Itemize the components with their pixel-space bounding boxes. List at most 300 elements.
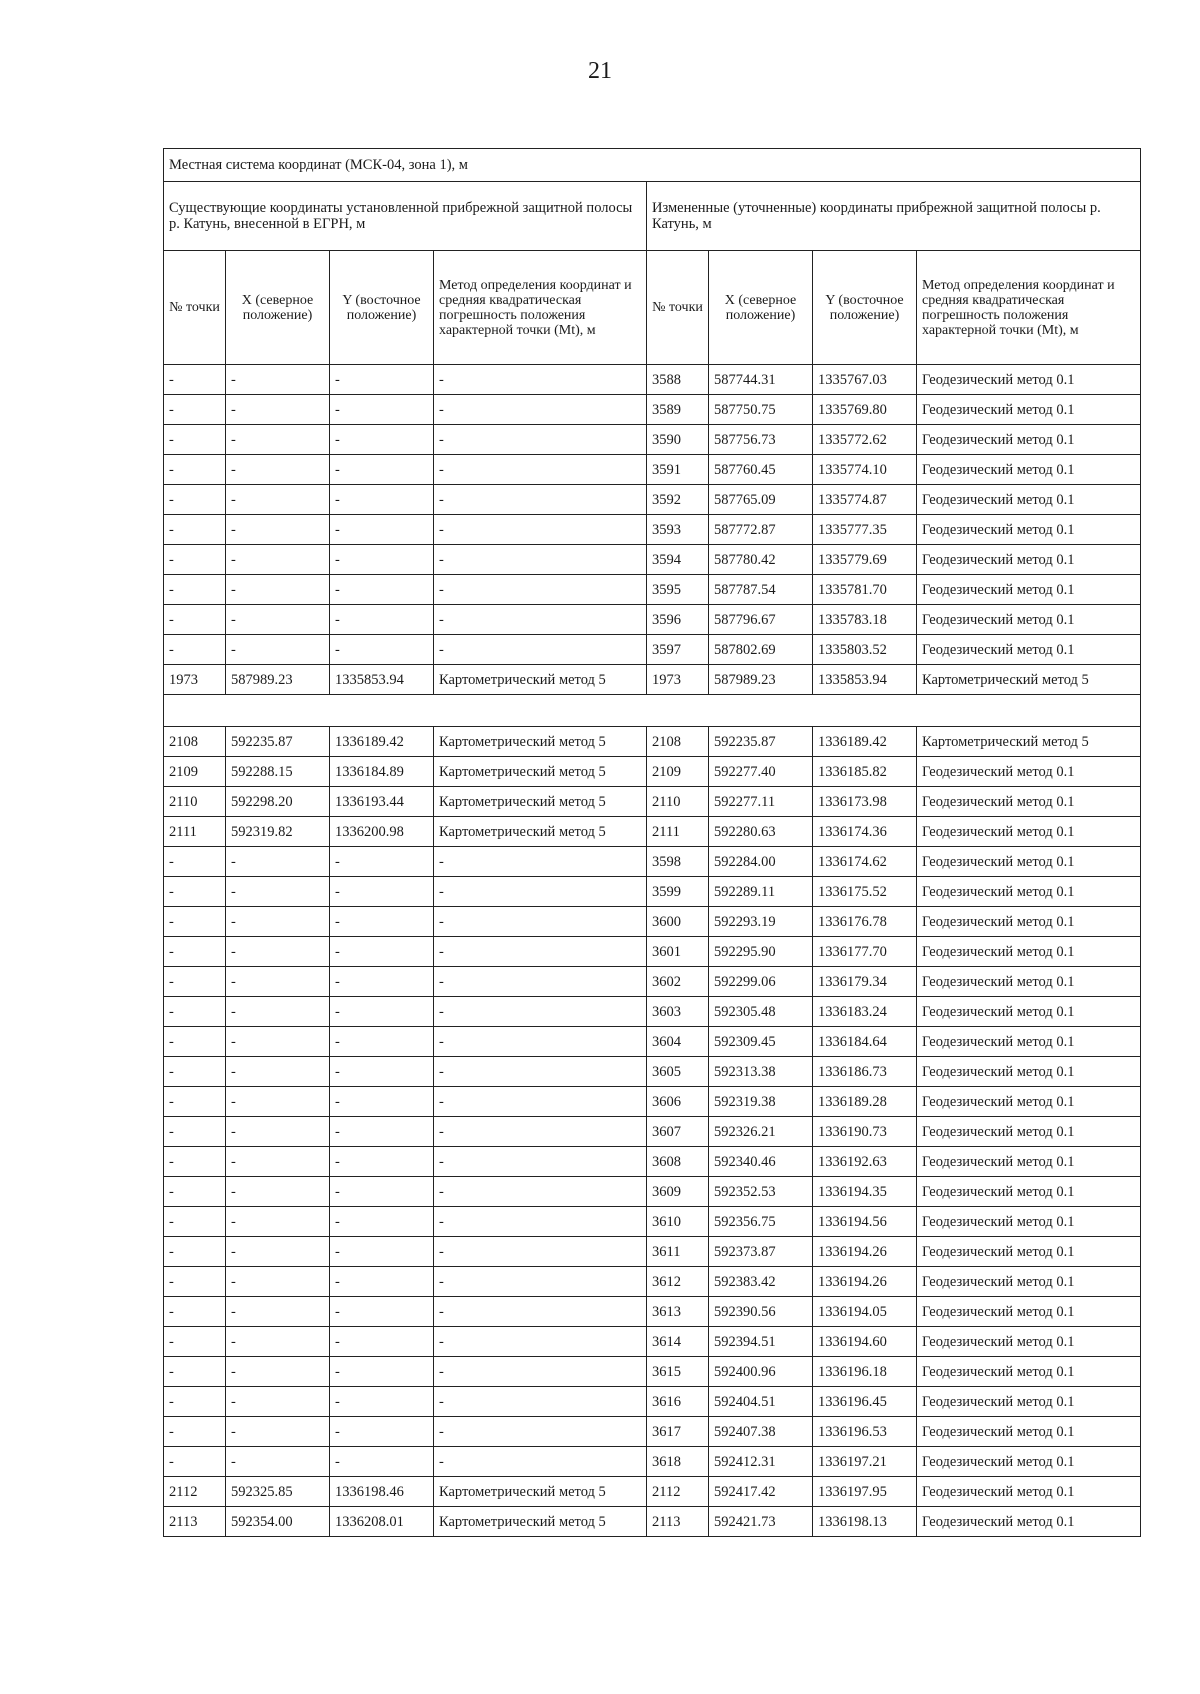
table-row xyxy=(164,877,1141,907)
cell-y-existing: - xyxy=(330,1177,434,1207)
cell-point-number-changed: 3616 xyxy=(647,1387,709,1417)
header-y-changed: Y (восточное положение) xyxy=(813,251,917,365)
cell-method-changed: Геодезический метод 0.1 xyxy=(917,1447,1141,1477)
cell-method-existing: - xyxy=(434,395,647,425)
cell-point-number-changed: 1973 xyxy=(647,665,709,695)
header-y-existing: Y (восточное положение) xyxy=(330,251,434,365)
group-header-row xyxy=(164,182,1141,251)
header-method-changed: Метод определения координат и средняя квадратическая погрешность положения характерной точки (Mt), м xyxy=(917,251,1141,365)
cell-point-number-changed: 3611 xyxy=(647,1237,709,1267)
cell-y-changed: 1336190.73 xyxy=(813,1117,917,1147)
cell-method-changed: Геодезический метод 0.1 xyxy=(917,1477,1141,1507)
cell-method-changed: Геодезический метод 0.1 xyxy=(917,877,1141,907)
cell-method-changed: Геодезический метод 0.1 xyxy=(917,515,1141,545)
cell-y-changed: 1336173.98 xyxy=(813,787,917,817)
cell-x-existing: - xyxy=(226,1057,330,1087)
cell-y-existing: 1336198.46 xyxy=(330,1477,434,1507)
cell-method-existing: - xyxy=(434,635,647,665)
cell-y-changed: 1336189.28 xyxy=(813,1087,917,1117)
cell-point-number-existing: 2112 xyxy=(164,1477,226,1507)
cell-x-existing: - xyxy=(226,1177,330,1207)
cell-point-number-changed: 3593 xyxy=(647,515,709,545)
cell-y-changed: 1336183.24 xyxy=(813,997,917,1027)
cell-point-number-changed: 3610 xyxy=(647,1207,709,1237)
cell-point-number-existing: - xyxy=(164,877,226,907)
cell-y-changed: 1336198.13 xyxy=(813,1507,917,1537)
cell-method-existing: - xyxy=(434,605,647,635)
cell-y-existing: - xyxy=(330,455,434,485)
cell-x-existing: - xyxy=(226,515,330,545)
cell-x-existing: - xyxy=(226,1117,330,1147)
cell-method-changed: Геодезический метод 0.1 xyxy=(917,575,1141,605)
cell-y-existing: - xyxy=(330,425,434,455)
cell-point-number-changed: 3615 xyxy=(647,1357,709,1387)
column-header-row xyxy=(164,251,1141,365)
separator-cell xyxy=(164,695,1141,727)
cell-y-changed: 1336197.95 xyxy=(813,1477,917,1507)
table-row xyxy=(164,365,1141,395)
cell-point-number-changed: 2113 xyxy=(647,1507,709,1537)
cell-method-changed: Геодезический метод 0.1 xyxy=(917,787,1141,817)
cell-x-existing: - xyxy=(226,635,330,665)
cell-method-changed: Геодезический метод 0.1 xyxy=(917,1027,1141,1057)
cell-method-existing: Картометрический метод 5 xyxy=(434,787,647,817)
cell-y-existing: - xyxy=(330,937,434,967)
cell-y-existing: - xyxy=(330,1417,434,1447)
cell-y-changed: 1336196.18 xyxy=(813,1357,917,1387)
cell-point-number-existing: 2110 xyxy=(164,787,226,817)
cell-point-number-existing: - xyxy=(164,545,226,575)
cell-x-changed: 592326.21 xyxy=(709,1117,813,1147)
cell-method-existing: - xyxy=(434,877,647,907)
cell-y-existing: - xyxy=(330,967,434,997)
cell-method-existing: - xyxy=(434,1267,647,1297)
cell-point-number-changed: 2111 xyxy=(647,817,709,847)
separator-row xyxy=(164,695,1141,727)
cell-method-existing: - xyxy=(434,1237,647,1267)
cell-y-changed: 1335769.80 xyxy=(813,395,917,425)
cell-x-changed: 592277.11 xyxy=(709,787,813,817)
cell-point-number-changed: 3618 xyxy=(647,1447,709,1477)
cell-point-number-existing: - xyxy=(164,1147,226,1177)
table-row xyxy=(164,515,1141,545)
cell-y-changed: 1335803.52 xyxy=(813,635,917,665)
cell-point-number-changed: 3591 xyxy=(647,455,709,485)
cell-point-number-existing: 2113 xyxy=(164,1507,226,1537)
cell-point-number-changed: 3592 xyxy=(647,485,709,515)
cell-method-existing: - xyxy=(434,425,647,455)
cell-x-existing: - xyxy=(226,997,330,1027)
cell-x-existing: 592325.85 xyxy=(226,1477,330,1507)
cell-x-existing: - xyxy=(226,907,330,937)
cell-x-changed: 587756.73 xyxy=(709,425,813,455)
cell-method-existing: - xyxy=(434,937,647,967)
table-row xyxy=(164,455,1141,485)
table-row xyxy=(164,1327,1141,1357)
cell-point-number-existing: - xyxy=(164,605,226,635)
table-row xyxy=(164,1057,1141,1087)
cell-x-changed: 592280.63 xyxy=(709,817,813,847)
cell-x-changed: 592412.31 xyxy=(709,1447,813,1477)
cell-method-existing: - xyxy=(434,1447,647,1477)
cell-x-existing: - xyxy=(226,1297,330,1327)
cell-method-changed: Геодезический метод 0.1 xyxy=(917,1507,1141,1537)
table-row xyxy=(164,665,1141,695)
cell-y-changed: 1335783.18 xyxy=(813,605,917,635)
table-row xyxy=(164,1417,1141,1447)
cell-point-number-changed: 3589 xyxy=(647,395,709,425)
cell-method-changed: Геодезический метод 0.1 xyxy=(917,635,1141,665)
cell-method-changed: Геодезический метод 0.1 xyxy=(917,1357,1141,1387)
header-point-number-existing: № точки xyxy=(164,251,226,365)
cell-y-existing: - xyxy=(330,1237,434,1267)
cell-x-existing: - xyxy=(226,1147,330,1177)
cell-y-existing: - xyxy=(330,1027,434,1057)
cell-method-changed: Геодезический метод 0.1 xyxy=(917,485,1141,515)
coordinate-system-title: Местная система координат (МСК-04, зона 1), м xyxy=(164,149,1141,182)
cell-y-existing: - xyxy=(330,545,434,575)
cell-method-existing: - xyxy=(434,455,647,485)
cell-x-changed: 587765.09 xyxy=(709,485,813,515)
cell-point-number-changed: 3617 xyxy=(647,1417,709,1447)
cell-x-existing: - xyxy=(226,1417,330,1447)
header-x-existing: X (северное положение) xyxy=(226,251,330,365)
cell-x-changed: 592400.96 xyxy=(709,1357,813,1387)
group-existing-header: Существующие координаты установленной прибрежной защитной полосы р. Катунь, внесенной в ЕГРН, м xyxy=(164,182,647,251)
cell-point-number-existing: - xyxy=(164,1117,226,1147)
cell-y-changed: 1336177.70 xyxy=(813,937,917,967)
cell-point-number-existing: - xyxy=(164,1417,226,1447)
cell-point-number-existing: - xyxy=(164,847,226,877)
table-row xyxy=(164,635,1141,665)
cell-y-existing: - xyxy=(330,997,434,1027)
cell-method-existing: - xyxy=(434,1117,647,1147)
table-row xyxy=(164,757,1141,787)
cell-y-existing: - xyxy=(330,1117,434,1147)
cell-x-changed: 592309.45 xyxy=(709,1027,813,1057)
cell-method-changed: Картометрический метод 5 xyxy=(917,727,1141,757)
cell-x-existing: - xyxy=(226,605,330,635)
cell-x-existing: - xyxy=(226,847,330,877)
cell-y-changed: 1336192.63 xyxy=(813,1147,917,1177)
cell-point-number-existing: - xyxy=(164,1267,226,1297)
cell-method-existing: Картометрический метод 5 xyxy=(434,817,647,847)
cell-point-number-existing: - xyxy=(164,455,226,485)
cell-x-existing: 587989.23 xyxy=(226,665,330,695)
cell-method-existing: - xyxy=(434,1147,647,1177)
cell-y-changed: 1336194.26 xyxy=(813,1237,917,1267)
cell-x-changed: 587787.54 xyxy=(709,575,813,605)
cell-x-changed: 592421.73 xyxy=(709,1507,813,1537)
cell-point-number-changed: 3612 xyxy=(647,1267,709,1297)
cell-y-existing: - xyxy=(330,1357,434,1387)
cell-method-changed: Геодезический метод 0.1 xyxy=(917,455,1141,485)
cell-method-existing: - xyxy=(434,1027,647,1057)
cell-point-number-changed: 3599 xyxy=(647,877,709,907)
cell-x-changed: 587989.23 xyxy=(709,665,813,695)
cell-y-existing: - xyxy=(330,1147,434,1177)
cell-x-existing: - xyxy=(226,425,330,455)
cell-x-changed: 592404.51 xyxy=(709,1387,813,1417)
cell-method-existing: - xyxy=(434,485,647,515)
cell-y-changed: 1336197.21 xyxy=(813,1447,917,1477)
cell-point-number-existing: - xyxy=(164,515,226,545)
cell-method-existing: - xyxy=(434,997,647,1027)
cell-method-existing: - xyxy=(434,1417,647,1447)
cell-method-changed: Геодезический метод 0.1 xyxy=(917,545,1141,575)
cell-point-number-existing: 2108 xyxy=(164,727,226,757)
cell-x-changed: 587796.67 xyxy=(709,605,813,635)
cell-point-number-changed: 3600 xyxy=(647,907,709,937)
cell-x-changed: 592299.06 xyxy=(709,967,813,997)
cell-y-changed: 1335774.87 xyxy=(813,485,917,515)
cell-x-existing: 592235.87 xyxy=(226,727,330,757)
cell-y-changed: 1335781.70 xyxy=(813,575,917,605)
table-row xyxy=(164,1147,1141,1177)
cell-x-existing: - xyxy=(226,877,330,907)
cell-x-existing: - xyxy=(226,1447,330,1477)
table-row xyxy=(164,1387,1141,1417)
cell-y-changed: 1335774.10 xyxy=(813,455,917,485)
cell-y-existing: - xyxy=(330,1087,434,1117)
table-row xyxy=(164,967,1141,997)
cell-y-changed: 1336196.53 xyxy=(813,1417,917,1447)
cell-point-number-changed: 3601 xyxy=(647,937,709,967)
cell-y-existing: - xyxy=(330,1447,434,1477)
cell-y-existing: - xyxy=(330,1327,434,1357)
cell-x-existing: - xyxy=(226,365,330,395)
cell-point-number-existing: - xyxy=(164,907,226,937)
cell-method-changed: Геодезический метод 0.1 xyxy=(917,1267,1141,1297)
cell-x-changed: 592305.48 xyxy=(709,997,813,1027)
cell-y-existing: - xyxy=(330,847,434,877)
cell-x-existing: 592319.82 xyxy=(226,817,330,847)
table-row xyxy=(164,727,1141,757)
cell-point-number-existing: - xyxy=(164,425,226,455)
cell-point-number-existing: 1973 xyxy=(164,665,226,695)
cell-y-changed: 1336186.73 xyxy=(813,1057,917,1087)
cell-y-changed: 1336176.78 xyxy=(813,907,917,937)
table-row xyxy=(164,907,1141,937)
cell-method-changed: Геодезический метод 0.1 xyxy=(917,967,1141,997)
table-row xyxy=(164,997,1141,1027)
cell-x-changed: 587760.45 xyxy=(709,455,813,485)
table-row xyxy=(164,485,1141,515)
coordinates-table-body xyxy=(164,149,1141,1537)
cell-x-changed: 592293.19 xyxy=(709,907,813,937)
cell-point-number-changed: 3595 xyxy=(647,575,709,605)
cell-y-changed: 1336185.82 xyxy=(813,757,917,787)
cell-point-number-changed: 3607 xyxy=(647,1117,709,1147)
cell-y-existing: - xyxy=(330,605,434,635)
table-row xyxy=(164,817,1141,847)
cell-method-existing: - xyxy=(434,1297,647,1327)
cell-x-changed: 592394.51 xyxy=(709,1327,813,1357)
cell-y-existing: - xyxy=(330,1207,434,1237)
cell-y-existing: - xyxy=(330,365,434,395)
cell-x-changed: 592340.46 xyxy=(709,1147,813,1177)
cell-point-number-changed: 3608 xyxy=(647,1147,709,1177)
cell-y-existing: - xyxy=(330,485,434,515)
cell-point-number-existing: - xyxy=(164,1327,226,1357)
cell-point-number-existing: 2111 xyxy=(164,817,226,847)
table-row xyxy=(164,395,1141,425)
cell-method-existing: - xyxy=(434,1387,647,1417)
cell-x-changed: 592383.42 xyxy=(709,1267,813,1297)
cell-x-changed: 592295.90 xyxy=(709,937,813,967)
cell-y-existing: - xyxy=(330,1057,434,1087)
cell-x-changed: 592390.56 xyxy=(709,1297,813,1327)
cell-y-existing: 1336184.89 xyxy=(330,757,434,787)
cell-point-number-existing: - xyxy=(164,1027,226,1057)
cell-point-number-existing: - xyxy=(164,1207,226,1237)
cell-point-number-changed: 3597 xyxy=(647,635,709,665)
cell-point-number-existing: - xyxy=(164,575,226,605)
cell-y-existing: - xyxy=(330,515,434,545)
cell-x-changed: 592284.00 xyxy=(709,847,813,877)
cell-y-changed: 1336196.45 xyxy=(813,1387,917,1417)
cell-y-changed: 1335767.03 xyxy=(813,365,917,395)
cell-method-existing: - xyxy=(434,1087,647,1117)
cell-point-number-changed: 3594 xyxy=(647,545,709,575)
cell-method-existing: - xyxy=(434,847,647,877)
table-row xyxy=(164,1267,1141,1297)
table-row xyxy=(164,1507,1141,1537)
cell-y-changed: 1336175.52 xyxy=(813,877,917,907)
cell-method-changed: Геодезический метод 0.1 xyxy=(917,1297,1141,1327)
cell-method-existing: - xyxy=(434,1327,647,1357)
cell-method-changed: Геодезический метод 0.1 xyxy=(917,1417,1141,1447)
cell-x-existing: 592288.15 xyxy=(226,757,330,787)
cell-point-number-existing: 2109 xyxy=(164,757,226,787)
cell-point-number-existing: - xyxy=(164,997,226,1027)
cell-point-number-existing: - xyxy=(164,395,226,425)
cell-point-number-changed: 3605 xyxy=(647,1057,709,1087)
cell-point-number-existing: - xyxy=(164,967,226,997)
cell-y-changed: 1336194.60 xyxy=(813,1327,917,1357)
cell-point-number-existing: - xyxy=(164,1087,226,1117)
table-row xyxy=(164,937,1141,967)
cell-x-existing: - xyxy=(226,575,330,605)
cell-y-changed: 1336174.36 xyxy=(813,817,917,847)
cell-x-changed: 592356.75 xyxy=(709,1207,813,1237)
cell-method-existing: Картометрический метод 5 xyxy=(434,727,647,757)
cell-point-number-changed: 3609 xyxy=(647,1177,709,1207)
cell-y-existing: - xyxy=(330,877,434,907)
cell-x-changed: 587750.75 xyxy=(709,395,813,425)
cell-method-changed: Геодезический метод 0.1 xyxy=(917,1207,1141,1237)
cell-x-changed: 587744.31 xyxy=(709,365,813,395)
cell-y-existing: - xyxy=(330,907,434,937)
cell-method-existing: Картометрический метод 5 xyxy=(434,1507,647,1537)
cell-x-existing: - xyxy=(226,1207,330,1237)
table-row xyxy=(164,575,1141,605)
cell-method-changed: Геодезический метод 0.1 xyxy=(917,1327,1141,1357)
table-row xyxy=(164,545,1141,575)
cell-x-changed: 592313.38 xyxy=(709,1057,813,1087)
header-method-existing: Метод определения координат и средняя квадратическая погрешность положения характерной точки (Mt), м xyxy=(434,251,647,365)
cell-method-changed: Геодезический метод 0.1 xyxy=(917,817,1141,847)
cell-method-changed: Геодезический метод 0.1 xyxy=(917,1057,1141,1087)
cell-y-changed: 1336179.34 xyxy=(813,967,917,997)
cell-x-changed: 592319.38 xyxy=(709,1087,813,1117)
cell-method-existing: - xyxy=(434,967,647,997)
cell-point-number-changed: 2108 xyxy=(647,727,709,757)
cell-x-existing: - xyxy=(226,545,330,575)
cell-point-number-changed: 3588 xyxy=(647,365,709,395)
cell-x-changed: 592289.11 xyxy=(709,877,813,907)
cell-x-existing: - xyxy=(226,455,330,485)
cell-method-existing: Картометрический метод 5 xyxy=(434,1477,647,1507)
cell-method-changed: Геодезический метод 0.1 xyxy=(917,1387,1141,1417)
table-row xyxy=(164,1297,1141,1327)
cell-x-changed: 592235.87 xyxy=(709,727,813,757)
cell-method-existing: - xyxy=(434,515,647,545)
table-row xyxy=(164,425,1141,455)
cell-point-number-changed: 3614 xyxy=(647,1327,709,1357)
cell-point-number-changed: 2110 xyxy=(647,787,709,817)
cell-x-existing: - xyxy=(226,1387,330,1417)
cell-x-existing: - xyxy=(226,1327,330,1357)
cell-x-changed: 587772.87 xyxy=(709,515,813,545)
cell-point-number-existing: - xyxy=(164,1057,226,1087)
cell-method-existing: - xyxy=(434,545,647,575)
cell-y-existing: - xyxy=(330,635,434,665)
cell-x-existing: - xyxy=(226,1087,330,1117)
group-changed-header: Измененные (уточненные) координаты прибрежной защитной полосы р. Катунь, м xyxy=(647,182,1141,251)
cell-y-existing: - xyxy=(330,1267,434,1297)
cell-point-number-existing: - xyxy=(164,1177,226,1207)
cell-y-changed: 1336194.26 xyxy=(813,1267,917,1297)
cell-x-existing: - xyxy=(226,967,330,997)
cell-method-changed: Геодезический метод 0.1 xyxy=(917,1237,1141,1267)
cell-x-changed: 587780.42 xyxy=(709,545,813,575)
cell-x-existing: - xyxy=(226,1237,330,1267)
cell-y-existing: 1336200.98 xyxy=(330,817,434,847)
table-row xyxy=(164,1477,1141,1507)
header-x-changed: X (северное положение) xyxy=(709,251,813,365)
cell-y-changed: 1335777.35 xyxy=(813,515,917,545)
cell-point-number-existing: - xyxy=(164,1447,226,1477)
cell-y-changed: 1336184.64 xyxy=(813,1027,917,1057)
table-row xyxy=(164,847,1141,877)
cell-point-number-changed: 3613 xyxy=(647,1297,709,1327)
cell-x-changed: 592352.53 xyxy=(709,1177,813,1207)
cell-point-number-existing: - xyxy=(164,1297,226,1327)
cell-point-number-changed: 3596 xyxy=(647,605,709,635)
cell-x-changed: 592373.87 xyxy=(709,1237,813,1267)
cell-method-changed: Геодезический метод 0.1 xyxy=(917,1117,1141,1147)
table-row xyxy=(164,1027,1141,1057)
cell-x-existing: - xyxy=(226,395,330,425)
cell-method-existing: - xyxy=(434,1357,647,1387)
cell-x-changed: 592417.42 xyxy=(709,1477,813,1507)
cell-y-existing: 1336208.01 xyxy=(330,1507,434,1537)
cell-y-changed: 1336189.42 xyxy=(813,727,917,757)
cell-x-existing: 592298.20 xyxy=(226,787,330,817)
cell-y-existing: - xyxy=(330,1387,434,1417)
table-row xyxy=(164,1447,1141,1477)
cell-x-changed: 592407.38 xyxy=(709,1417,813,1447)
cell-method-existing: Картометрический метод 5 xyxy=(434,665,647,695)
cell-y-changed: 1335779.69 xyxy=(813,545,917,575)
cell-point-number-existing: - xyxy=(164,937,226,967)
cell-point-number-changed: 3602 xyxy=(647,967,709,997)
cell-y-changed: 1335772.62 xyxy=(813,425,917,455)
cell-method-changed: Геодезический метод 0.1 xyxy=(917,847,1141,877)
cell-point-number-changed: 3606 xyxy=(647,1087,709,1117)
cell-point-number-existing: - xyxy=(164,1357,226,1387)
